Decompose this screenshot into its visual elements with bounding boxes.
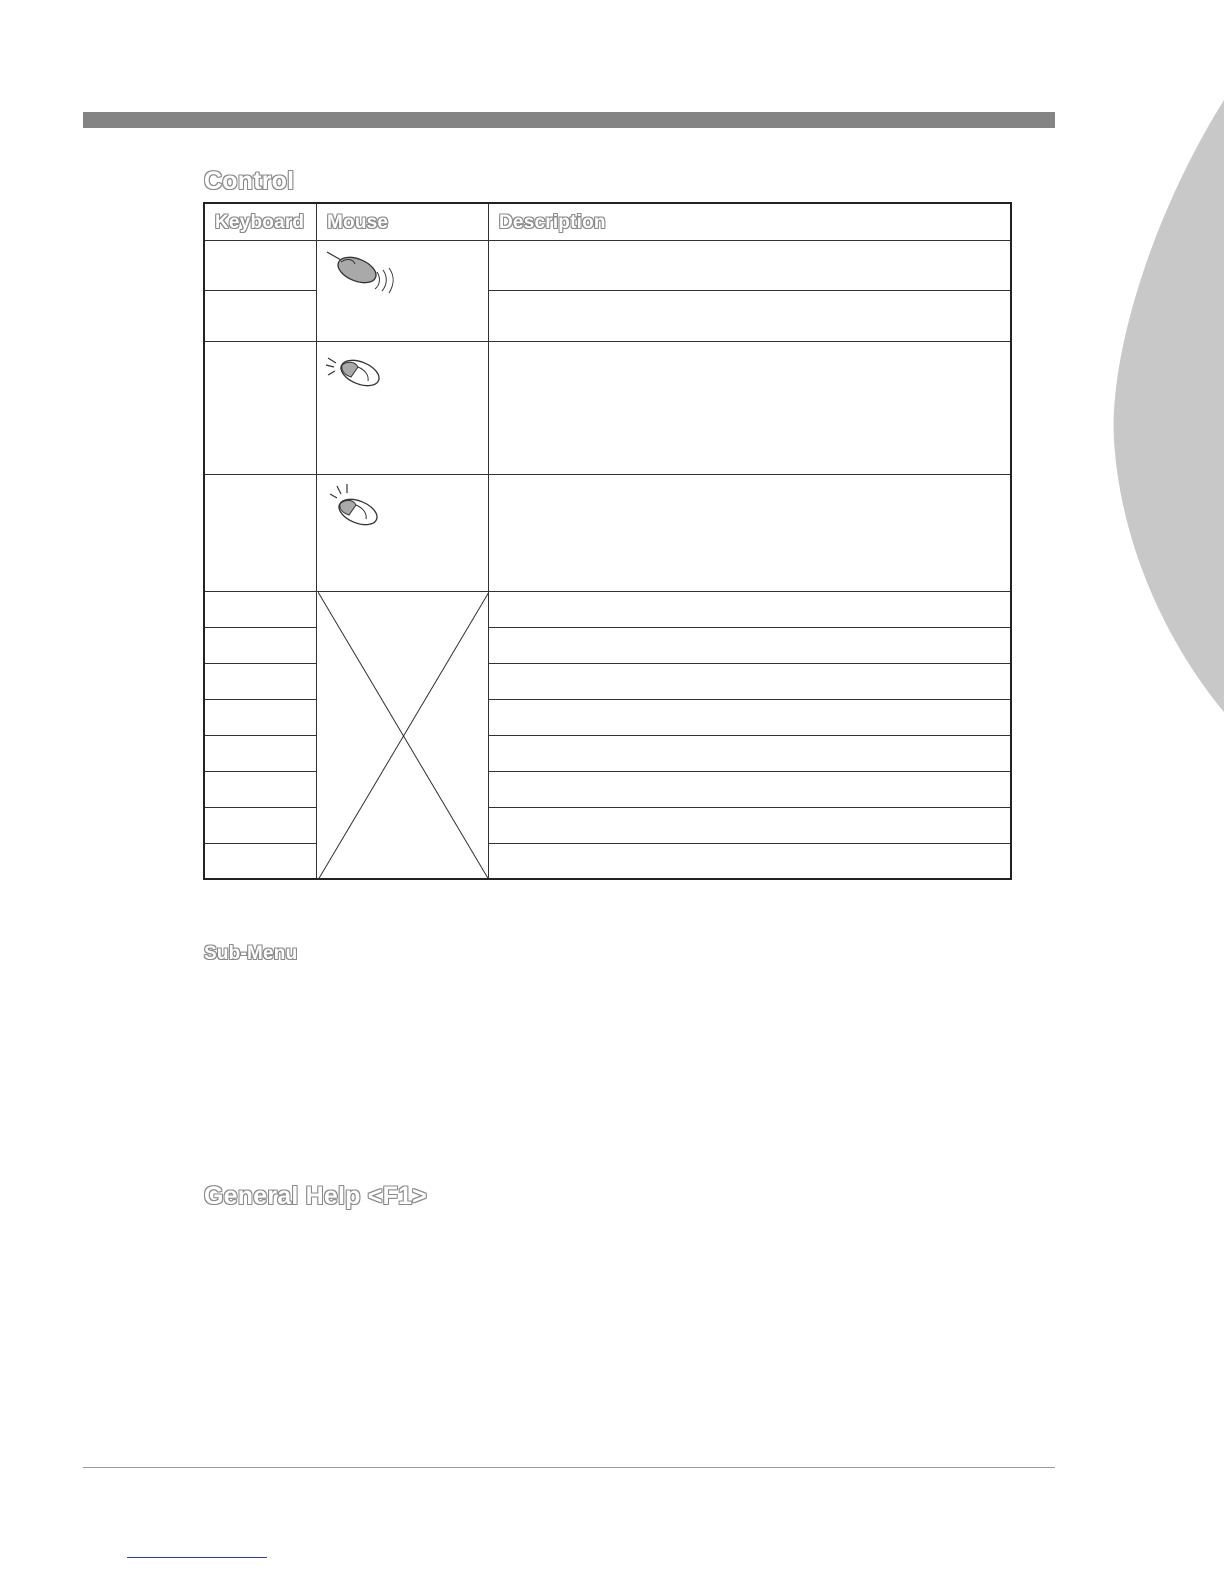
column-divider — [316, 204, 317, 878]
row-divider — [205, 627, 316, 628]
row-divider — [488, 843, 1010, 844]
footer-link-underline[interactable] — [127, 1557, 267, 1558]
column-header-mouse: Mouse — [327, 212, 389, 233]
side-tab-decoration — [1054, 100, 1224, 712]
control-table — [203, 202, 1012, 880]
mouse-click-icon — [325, 484, 391, 532]
footer-rule — [83, 1467, 1055, 1468]
row-divider — [205, 771, 316, 772]
mouse-left-click-icon — [325, 351, 391, 395]
row-divider — [488, 699, 1010, 700]
row-divider — [488, 807, 1010, 808]
row-divider — [205, 341, 1010, 342]
control-heading: Control — [204, 167, 295, 195]
row-divider — [488, 627, 1010, 628]
row-divider — [488, 290, 1010, 291]
header-divider — [205, 240, 1010, 241]
column-header-description: Description — [499, 212, 606, 233]
row-divider — [205, 699, 316, 700]
header-bar — [83, 112, 1055, 128]
mouse-move-icon — [325, 248, 403, 294]
general-help-heading: General Help <F1> — [204, 1182, 427, 1210]
row-divider — [205, 807, 316, 808]
row-divider — [488, 735, 1010, 736]
row-divider — [488, 663, 1010, 664]
sub-menu-heading: Sub-Menu — [204, 943, 298, 964]
row-divider — [205, 735, 316, 736]
row-divider — [205, 663, 316, 664]
column-header-keyboard: Keyboard — [215, 212, 305, 233]
row-divider — [205, 290, 316, 291]
row-divider — [488, 771, 1010, 772]
row-divider — [205, 474, 1010, 475]
row-divider — [205, 843, 316, 844]
empty-mouse-cell-cross — [318, 592, 489, 880]
